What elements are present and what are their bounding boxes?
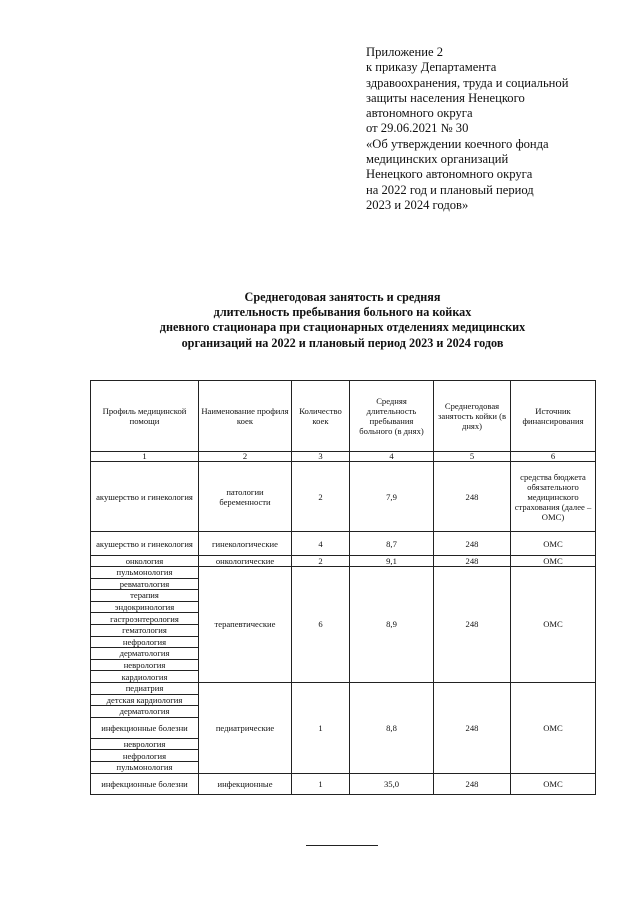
occupancy-cell: 248	[434, 556, 511, 567]
profile-cell: педиатрия	[91, 682, 199, 694]
occupancy-cell: 248	[434, 567, 511, 683]
appendix-line: защиты населения Ненецкого	[366, 90, 525, 105]
column-number: 4	[350, 452, 434, 462]
bed-profile-cell: педиатрические	[199, 682, 292, 773]
appendix-line: медицинских организаций	[366, 152, 509, 167]
avg-stay-cell: 35,0	[350, 773, 434, 794]
column-number: 1	[91, 452, 199, 462]
table-row	[91, 773, 596, 794]
avg-stay-cell: 9,1	[350, 556, 434, 567]
table-row	[91, 532, 596, 556]
beds-cell: 2	[292, 462, 350, 532]
avg-stay-cell: 8,8	[350, 682, 434, 773]
occupancy-cell: 248	[434, 462, 511, 532]
appendix-line: к приказу Департамента	[366, 60, 497, 75]
profile-cell: акушерство и гинекология	[91, 462, 199, 532]
profile-cell: онкология	[91, 556, 199, 567]
profile-cell: неврология	[91, 738, 199, 750]
header-cell: Профиль медицинской помощи	[91, 381, 199, 452]
appendix-line: от 29.06.2021 № 30	[366, 121, 469, 136]
occupancy-cell: 248	[434, 773, 511, 794]
bed-profile-cell: онкологические	[199, 556, 292, 567]
bed-profile-cell: патологии беременности	[199, 462, 292, 532]
beds-cell: 1	[292, 682, 350, 773]
document-title	[90, 290, 595, 351]
column-number: 2	[199, 452, 292, 462]
profile-cell: пульмонология	[91, 761, 199, 773]
profile-cell: нефрология	[91, 636, 199, 648]
column-number: 3	[292, 452, 350, 462]
column-number: 6	[511, 452, 596, 462]
title-line: дневного стационара при стационарных отделениях медицинских	[159, 320, 526, 335]
table-row	[91, 567, 596, 579]
source-cell: средства бюджета обязательного медицинского страхования (далее – ОМС)	[511, 462, 596, 532]
header-cell: Наименование профиля коек	[199, 381, 292, 452]
profile-cell: дерматология	[91, 706, 199, 718]
beds-cell: 2	[292, 556, 350, 567]
profile-cell: нефрология	[91, 750, 199, 762]
profile-cell: эндокринология	[91, 601, 199, 613]
header-cell: Средняя длительность пребывания больного (в днях)	[350, 381, 434, 452]
appendix-line: Приложение 2	[366, 45, 444, 59]
bed-profile-cell: инфекционные	[199, 773, 292, 794]
profile-cell: гастроэнтерология	[91, 613, 199, 625]
profile-cell: кардиология	[91, 671, 199, 683]
beds-cell: 1	[292, 773, 350, 794]
profile-cell: детская кардиология	[91, 694, 199, 706]
bed-occupancy-table	[90, 380, 596, 795]
source-cell: ОМС	[511, 556, 596, 567]
appendix-line: Ненецкого автономного округа	[366, 167, 533, 182]
profile-cell: инфекционные болезни	[91, 717, 199, 738]
avg-stay-cell: 7,9	[350, 462, 434, 532]
appendix-line: 2023 и 2024 годов»	[366, 197, 469, 212]
occupancy-cell: 248	[434, 682, 511, 773]
title-line: длительность пребывания больного на койках	[213, 305, 472, 320]
appendix-line: на 2022 год и плановый период	[366, 182, 534, 197]
table-row	[91, 682, 596, 694]
profile-cell: пульмонология	[91, 567, 199, 579]
occupancy-cell: 248	[434, 532, 511, 556]
profile-cell: ревматология	[91, 578, 199, 590]
profile-cell: гематология	[91, 624, 199, 636]
source-cell: ОМС	[511, 682, 596, 773]
beds-cell: 4	[292, 532, 350, 556]
table-header-row	[91, 381, 596, 452]
profile-cell: дерматология	[91, 648, 199, 660]
source-cell: ОМС	[511, 532, 596, 556]
bed-profile-cell: терапевтические	[199, 567, 292, 683]
avg-stay-cell: 8,9	[350, 567, 434, 683]
column-number: 5	[434, 452, 511, 462]
table-row	[91, 462, 596, 532]
profile-cell: акушерство и гинекология	[91, 532, 199, 556]
column-number-row	[91, 452, 596, 462]
title-line: Среднегодовая занятость и средняя	[244, 290, 441, 304]
profile-cell: терапия	[91, 590, 199, 602]
header-cell: Среднегодовая занятость койки (в днях)	[434, 381, 511, 452]
profile-cell: инфекционные болезни	[91, 773, 199, 794]
appendix-line: здравоохранения, труда и социальной	[366, 75, 569, 90]
table-row	[91, 556, 596, 567]
header-cell: Источник финансирования	[511, 381, 596, 452]
bed-profile-cell: гинекологические	[199, 532, 292, 556]
source-cell: ОМС	[511, 567, 596, 683]
footer-divider-line	[306, 845, 378, 846]
profile-cell: неврология	[91, 659, 199, 671]
source-cell: ОМС	[511, 773, 596, 794]
header-cell: Количество коек	[292, 381, 350, 452]
appendix-line: «Об утверждении коечного фонда	[366, 136, 549, 151]
appendix-line: автономного округа	[366, 106, 473, 121]
avg-stay-cell: 8,7	[350, 532, 434, 556]
appendix-block	[366, 45, 631, 213]
title-line: организаций на 2022 и плановый период 2023 и 2024 годов	[181, 335, 504, 350]
beds-cell: 6	[292, 567, 350, 683]
